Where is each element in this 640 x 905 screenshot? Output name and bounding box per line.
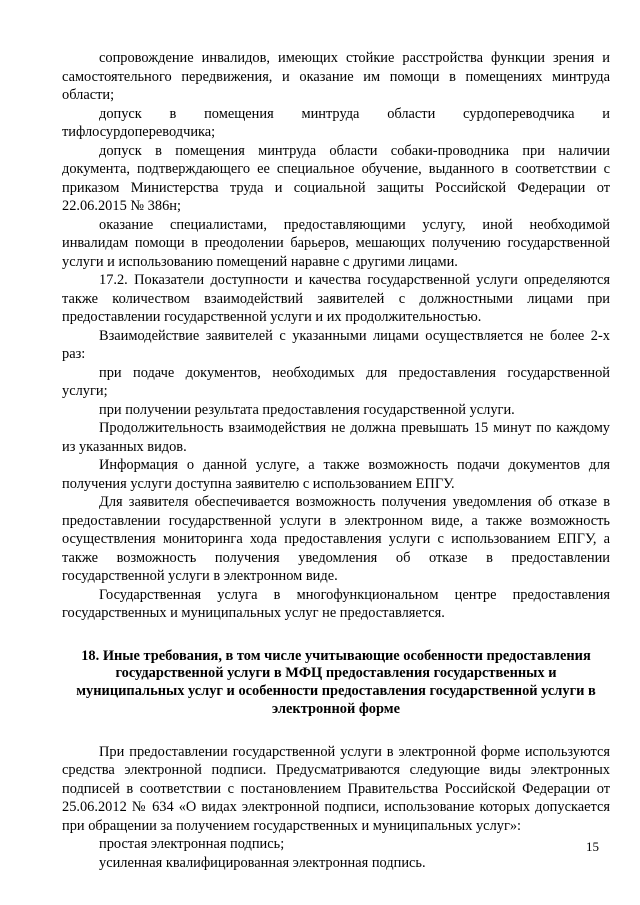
paragraph: Государственная услуга в многофункциональном центре предоставления государственных и муниципальных услуг не предоставляется. — [62, 586, 610, 621]
paragraph: усиленная квалифицированная электронная подпись. — [99, 854, 426, 871]
paragraph: допуск в помещения минтруда области собаки-проводника при наличии документа, подтверждающего ее специальное обучение, выданного в соответствии с приказом Министерства труда и социальной защиты Российской Федерации от 22.06.2015 № 386н; — [62, 142, 610, 214]
paragraph: простая электронная подпись; — [99, 836, 285, 853]
section-heading: 18. Иные требования, в том числе учитывающие особенности предоставления государственной услуги в МФЦ предоставления государственных и муниципальных услуг и особенности предоставления государственной услуги в электронной форме — [76, 647, 596, 717]
paragraph: при получении результата предоставления государственной услуги. — [99, 401, 515, 418]
paragraph: оказание специалистами, предоставляющими услугу, иной необходимой инвалидам помощи в преодолении барьеров, мешающих получению государственной услуги и использованию помещений наравне с другими лицами. — [62, 216, 610, 270]
paragraph: Для заявителя обеспечивается возможность получения уведомления об отказе в предоставлении государственной услуги в электронном виде, а также возможность осуществления мониторинга хода предоставления услуги с использованием ЕПГУ, а также возможность получения уведомления об отказе в предоставлении государственной услуги в электронном виде. — [62, 494, 610, 584]
paragraph: Информация о данной услуге, а также возможность подачи документов для получения услуги доступна заявителю с использованием ЕПГУ. — [62, 457, 610, 492]
paragraph: сопровождение инвалидов, имеющих стойкие расстройства функции зрения и самостоятельного передвижения, и оказание им помощи в помещениях минтруда области; — [62, 50, 610, 103]
paragraph: допуск в помещения минтруда области сурдопереводчика и тифлосурдопереводчика; — [62, 105, 610, 140]
paragraph: При предоставлении государственной услуги в электронной форме используются средства электронной подписи. Предусматриваются следующие виды электронных подписей в соответствии с постановлением Правительства Российской Федерации от 25.06.2012 № 634 «О видах электронной подписи, использование которых допускается при обращении за получением государственных и муниципальных услуг»: — [62, 743, 610, 834]
page-content — [62, 49, 610, 872]
paragraph: 17.2. Показатели доступности и качества государственной услуги определяются также количеством взаимодействий заявителей с должностными лицами при предоставлении государственной услуги и их продолжительностью. — [62, 272, 610, 325]
page-number: 15 — [586, 839, 599, 854]
paragraph: при подаче документов, необходимых для предоставления государственной услуги; — [62, 364, 610, 399]
paragraph: Продолжительность взаимодействия не должна превышать 15 минут по каждому из указанных видов. — [62, 420, 610, 455]
paragraph: Взаимодействие заявителей с указанными лицами осуществляется не более 2-х раз: — [62, 327, 610, 362]
